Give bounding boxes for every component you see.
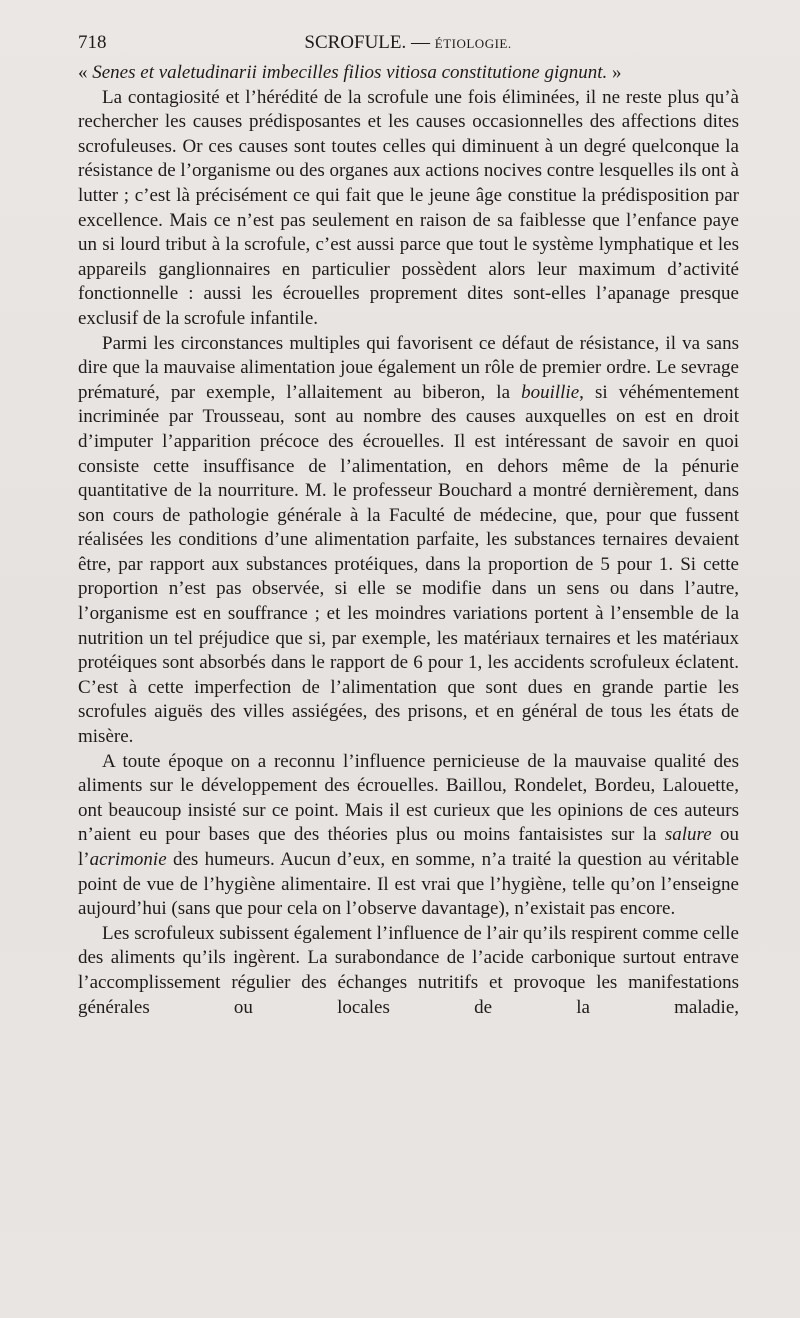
paragraph-history xyxy=(78,750,739,922)
page-body xyxy=(78,61,739,1020)
paragraph-alimentation xyxy=(78,332,739,750)
running-title-sub: ÉTIOLOGIE. xyxy=(434,36,512,51)
page-number: 718 xyxy=(78,32,107,53)
emphasis-acrimonie: acrimonie xyxy=(89,849,167,870)
quote-close-mark: » xyxy=(607,62,622,83)
running-title-dash: — xyxy=(411,32,431,53)
running-title xyxy=(78,28,738,59)
paragraph-text: Parmi les circonstances multiples qui favorisent ce défaut de résistance, il va sans dire que la mauvaise alimentation joue également un rôle de premier ordre. Le sevrage prématuré, par exemple, l’allaitement au biberon, la xyxy=(78,332,739,403)
running-title-main: SCROFULE. xyxy=(304,32,407,53)
quote-open-mark: « xyxy=(78,62,93,83)
paragraph-text: ou l’ xyxy=(78,824,739,870)
page-header xyxy=(78,28,738,58)
quote-text: Senes et valetudinarii imbecilles filios vitiosa constitutione gignunt. xyxy=(92,62,608,83)
paragraph-text: des humeurs. Aucun d’eux, en somme, n’a traité la question au véritable point de vue de l’hygiène alimentaire. Il est vrai que l’hygiène, telle qu’on l’enseigne aujourd’hui (sans que pour cela on l’observe davantage), n’existait pas encore. xyxy=(78,849,739,920)
latin-quote xyxy=(78,61,739,86)
paragraph-text: A toute époque on a reconnu l’influence pernicieuse de la mauvaise qualité des aliments sur le développement des écrouelles. Baillou, Rondelet, Bordeu, Lalouette, ont beaucoup insisté sur ce point. Mais il est curieux que les opinions de ces auteurs n’aient eu pour bases que des théories plus ou moins fantaisistes sur la xyxy=(78,750,739,846)
paragraph-contagion-heredity: La contagiosité et l’hérédité de la scrofule une fois éliminées, il ne reste plus qu’à rechercher les causes prédisposantes et les causes occasionnelles des affections dites scrofuleuses. Or ces causes sont toutes celles qui diminuent à un degré quelconque la résistance de l’organisme ou des organes aux actions nocives contre lesquelles ils ont à lutter ; c’est là précisément ce qui fait que le jeune âge constitue la prédisposition par excellence. Mais ce n’est pas seulement en raison de sa faiblesse que l’enfance paye un si lourd tribut à la scrofule, c’est aussi parce que tout le système lymphatique et les appareils ganglionnaires en particulier possèdent alors leur maximum d’activité fonctionnelle : aussi les écrouelles proprement dites sont-elles l’apanage presque exclusif de la scrofule infantile. xyxy=(78,86,739,329)
emphasis-salure: salure xyxy=(664,824,712,846)
paragraph-air: Les scrofuleux subissent également l’influence de l’air qu’ils respirent comme celle des aliments qu’ils ingèrent. La surabondance de l’acide carbonique surtout entrave l’accomplissement régulier des échanges nutritifs et provoque les manifestations générales ou locales de la maladie, xyxy=(78,922,739,1018)
paragraph-text: , si véhémentement incriminée par Trousseau, sont au nombre des causes auxquelles on est en droit d’imputer l’apparition précoce des écrouelles. Il est intéressant de savoir en quoi consiste cette insuffisance de l’alimentation, en dehors même de la pénurie quantitative de la nourriture. M. le professeur Bouchard a montré dernièrement, dans son cours de pathologie générale à la Faculté de médecine, que, pour que fussent réalisées les conditions d’une alimentation parfaite, les substances ternaires devaient être, par rapport aux substances protéiques, dans la proportion de 5 pour 1. Si cette proportion n’est pas observée, si elle se modifie dans un sens ou dans l’autre, l’organisme est en souffrance ; et les moindres variations portent à l’ensemble de la nutrition un tel préjudice que si, par exemple, les matériaux ternaires et les matériaux protéiques sont absorbés dans le rapport de 6 pour 1, les accidents scrofuleux éclatent. C’est à cette imperfection de l’alimentation que sont dues en grande partie les scrofules aiguës des villes assiégées, des prisons, et en général de tous les états de misère. xyxy=(78,381,739,748)
emphasis-bouillie: bouillie xyxy=(521,381,580,403)
